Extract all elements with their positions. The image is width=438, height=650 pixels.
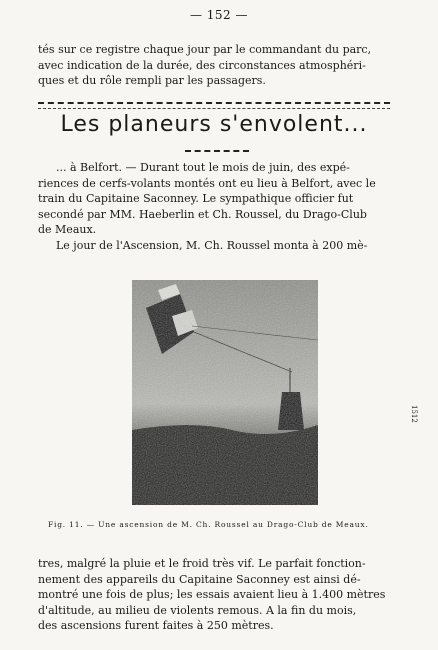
- text-line: riences de cerfs-volants montés ont eu lieu à Belfort, avec le: [38, 176, 376, 190]
- text-line: ... à Belfort. — Durant tout le mois de juin, des expé-: [56, 161, 350, 174]
- body-paragraph: [38, 160, 390, 253]
- page-number: — 152 —: [189, 8, 249, 22]
- text-line: d'altitude, au milieu de violents remous. A la fin du mois,: [38, 603, 357, 617]
- text-line: ques et du rôle rempli par les passagers.: [38, 74, 266, 87]
- kite-ascension-photo: [132, 280, 318, 505]
- text-line: Le jour de l'Ascension, M. Ch. Roussel monta à 200 mè-: [56, 238, 368, 252]
- figure-caption: Fig. 11. — Une ascension de M. Ch. Roussel au Drago-Club de Meaux.: [48, 520, 369, 529]
- text-line: des ascensions furent faites à 250 mètres.: [38, 619, 274, 632]
- text-line: nement des appareils du Capitaine Saconney est ainsi dé-: [38, 572, 361, 586]
- margin-mark: 1512: [410, 405, 418, 423]
- heading-ornament: [185, 150, 249, 152]
- section-divider: [38, 102, 390, 109]
- text-line: train du Capitaine Saconney. Le sympathique officier fut: [38, 192, 354, 205]
- text-line: de Meaux.: [38, 223, 97, 236]
- text-line: tés sur ce registre chaque jour par le commandant du parc,: [38, 43, 372, 56]
- text-line: secondé par MM. Haeberlin et Ch. Roussel, du Drago-Club: [38, 207, 367, 221]
- text-line: montré une fois de plus; les essais avaient lieu à 1.400 mètres: [38, 588, 386, 601]
- section-heading: Les planeurs s'envolent...: [60, 112, 368, 137]
- text-line: avec indication de la durée, des circonstances atmosphéri-: [38, 58, 366, 72]
- photo-illustration: [132, 280, 318, 505]
- text-line: tres, malgré la pluie et le froid très vif. Le parfait fonction-: [38, 557, 366, 570]
- continuation-paragraph: [38, 556, 390, 634]
- intro-paragraph: [38, 42, 390, 89]
